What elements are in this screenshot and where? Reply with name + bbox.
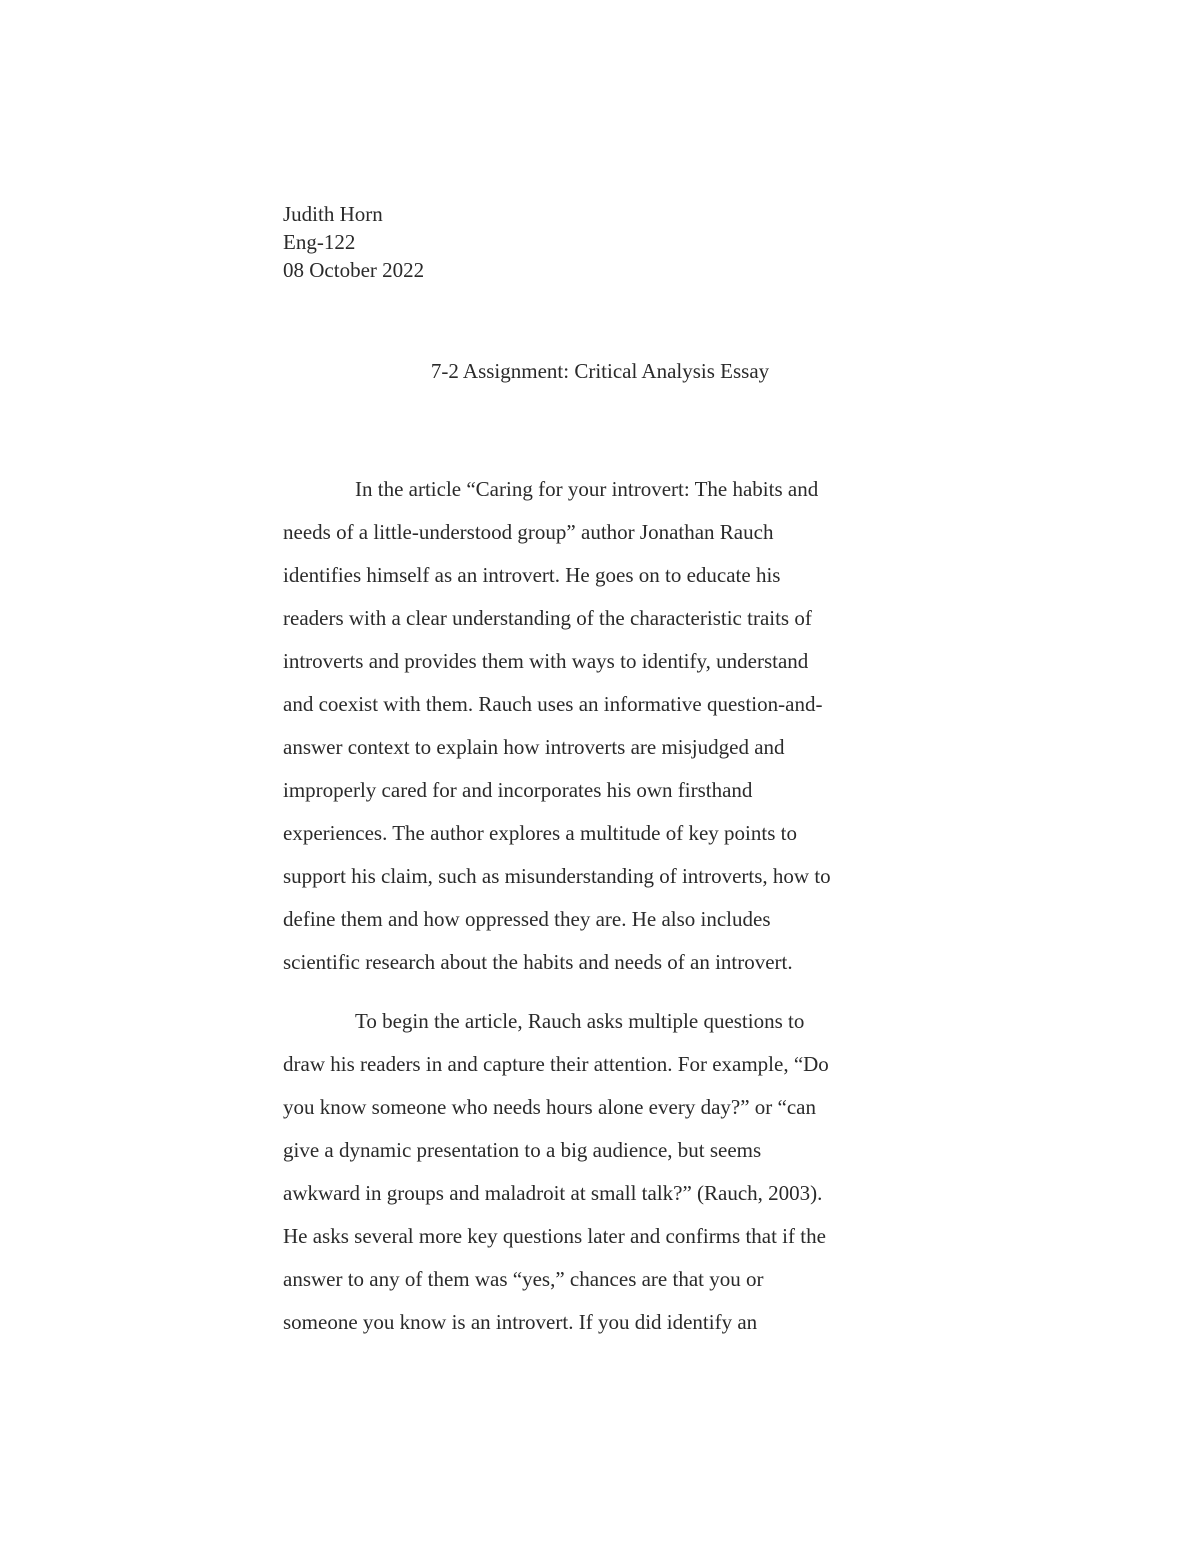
paragraph-line: give a dynamic presentation to a big audience, but seems (283, 1138, 762, 1162)
paragraph-line: you know someone who needs hours alone every day?” or “can (283, 1095, 816, 1119)
paragraph-line: He asks several more key questions later and confirms that if the (283, 1224, 826, 1248)
paragraph-line: define them and how oppressed they are. He also includes (283, 907, 771, 931)
essay-title: 7-2 Assignment: Critical Analysis Essay (430, 359, 770, 383)
paragraph-line: answer context to explain how introverts are misjudged and (283, 735, 785, 759)
paragraph-line: improperly cared for and incorporates his own firsthand (283, 778, 753, 802)
paragraph-line: needs of a little-understood group” author Jonathan Rauch (283, 520, 774, 544)
paragraph-line: and coexist with them. Rauch uses an informative question-and- (283, 692, 823, 716)
paragraph-line: To begin the article, Rauch asks multiple questions to (355, 1009, 805, 1033)
essay-header (283, 200, 424, 284)
essay-body (283, 474, 943, 1350)
paragraph-line: awkward in groups and maladroit at small talk?” (Rauch, 2003). (283, 1181, 823, 1205)
author-name: Judith Horn (283, 202, 383, 226)
paragraph-1 (283, 474, 943, 990)
course-code: Eng-122 (283, 230, 356, 254)
paragraph-line: scientific research about the habits and needs of an introvert. (283, 950, 793, 974)
paragraph-2 (283, 1006, 943, 1350)
paragraph-line: someone you know is an introvert. If you did identify an (283, 1310, 758, 1334)
paragraph-line: experiences. The author explores a multitude of key points to (283, 821, 797, 845)
paragraph-line: introverts and provides them with ways to identify, understand (283, 649, 809, 673)
paragraph-line: In the article “Caring for your introvert: The habits and (355, 477, 819, 501)
paragraph-line: answer to any of them was “yes,” chances are that you or (283, 1267, 764, 1291)
paragraph-line: draw his readers in and capture their attention. For example, “Do (283, 1052, 829, 1076)
paragraph-line: readers with a clear understanding of the characteristic traits of (283, 606, 812, 630)
essay-date: 08 October 2022 (283, 258, 425, 282)
paragraph-line: support his claim, such as misunderstanding of introverts, how to (283, 864, 831, 888)
paragraph-line: identifies himself as an introvert. He goes on to educate his (283, 563, 781, 587)
